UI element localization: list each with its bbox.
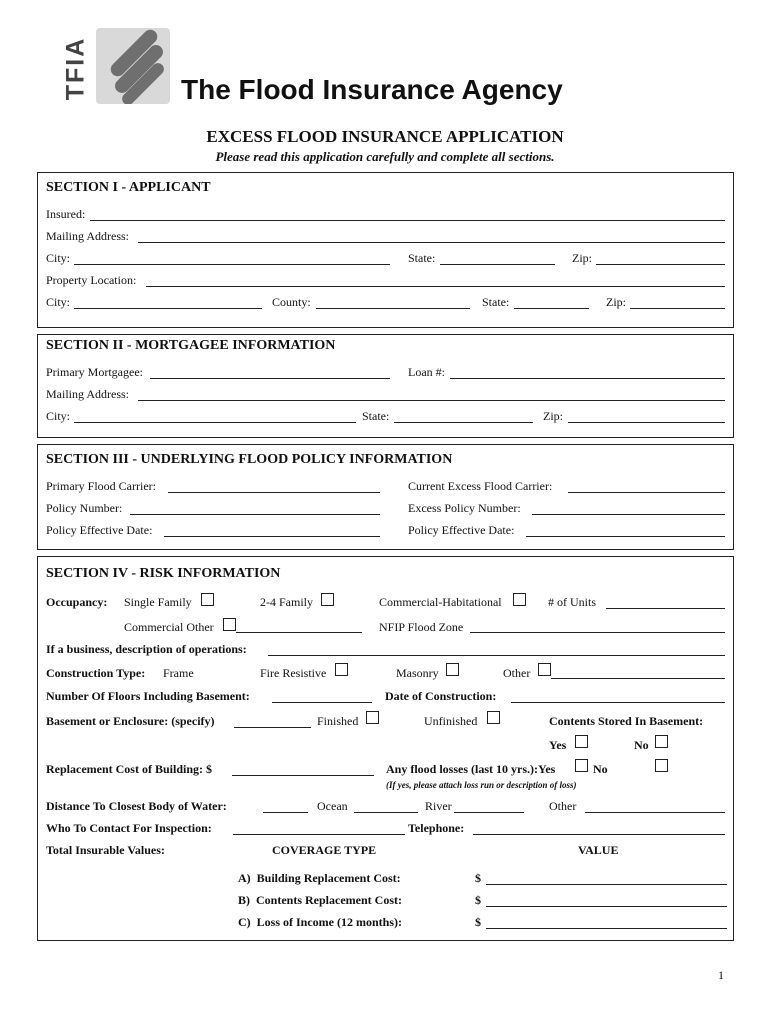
coverage-b-dollar: $ [475, 893, 481, 907]
replacement-cost-label: Replacement Cost of Building: $ [46, 762, 212, 776]
property-state-field[interactable] [514, 308, 589, 309]
coverage-c-field[interactable] [486, 928, 727, 929]
coverage-c-label: C) Loss of Income (12 months): [238, 915, 402, 929]
other-water-field[interactable] [585, 812, 725, 813]
ocean-label: Ocean [317, 799, 348, 813]
units-field[interactable] [606, 608, 725, 609]
unfinished-label: Unfinished [424, 714, 478, 728]
other-construction-label: Other [503, 666, 531, 680]
masonry-label: Masonry [396, 666, 439, 680]
two-four-family-label: 2-4 Family [260, 595, 313, 609]
basement-field[interactable] [234, 727, 311, 728]
excess-policy-number-field[interactable] [532, 514, 725, 515]
policy-number-label: Policy Number: [46, 501, 123, 515]
inspection-contact-label: Who To Contact For Inspection: [46, 821, 212, 835]
telephone-field[interactable] [473, 834, 725, 835]
flood-losses-no-checkbox[interactable] [655, 759, 668, 772]
other-construction-field[interactable] [551, 678, 725, 679]
fire-resistive-label: Fire Resistive [260, 666, 327, 680]
logo-wordmark: TFIA [61, 36, 90, 101]
mortgagee-zip-label: Zip: [543, 409, 563, 423]
property-city-label: City: [46, 295, 71, 309]
coverage-a-dollar: $ [475, 871, 481, 885]
units-label: # of Units [548, 595, 596, 609]
distance-water-label: Distance To Closest Body of Water: [46, 799, 227, 813]
insured-label: Insured: [46, 207, 86, 221]
mortgagee-city-label: City: [46, 409, 71, 423]
business-description-field[interactable] [268, 655, 725, 656]
coverage-type-header: COVERAGE TYPE [272, 843, 377, 857]
coverage-b-field[interactable] [486, 906, 727, 907]
replacement-cost-field[interactable] [232, 775, 374, 776]
section-heading: SECTION III - UNDERLYING FLOOD POLICY INFORMATION [46, 452, 453, 467]
single-family-checkbox[interactable] [201, 593, 214, 606]
primary-mortgagee-field[interactable] [150, 378, 390, 379]
section-heading: SECTION II - MORTGAGEE INFORMATION [46, 338, 336, 353]
zip-label: Zip: [572, 251, 592, 265]
masonry-checkbox[interactable] [446, 663, 459, 676]
mortgagee-mailing-label: Mailing Address: [46, 387, 129, 401]
property-state-label: State: [482, 295, 510, 309]
county-label: County: [272, 295, 311, 309]
insured-field[interactable] [90, 220, 725, 221]
flood-losses-no-label: No [593, 762, 608, 776]
insurable-values-label: Total Insurable Values: [46, 843, 165, 857]
nfip-zone-label: NFIP Flood Zone [379, 620, 464, 634]
effective-date-label: Policy Effective Date: [46, 523, 153, 537]
zip-field[interactable] [596, 264, 725, 265]
city-field[interactable] [74, 264, 390, 265]
business-description-label: If a business, description of operations: [46, 642, 247, 656]
finished-label: Finished [317, 714, 359, 728]
river-label: River [425, 799, 452, 813]
mailing-address-field[interactable] [138, 242, 725, 243]
excess-effective-date-label: Policy Effective Date: [408, 523, 515, 537]
floors-field[interactable] [272, 702, 372, 703]
county-field[interactable] [316, 308, 470, 309]
property-city-field[interactable] [74, 308, 262, 309]
inspection-contact-field[interactable] [233, 834, 405, 835]
commercial-other-label: Commercial Other [124, 620, 214, 634]
logo-icon [96, 28, 170, 104]
finished-checkbox[interactable] [366, 711, 379, 724]
commercial-habitational-label: Commercial-Habitational [379, 595, 502, 609]
flood-losses-label: Any flood losses (last 10 yrs.):Yes [386, 762, 556, 776]
policy-number-field[interactable] [130, 514, 380, 515]
coverage-b-label: B) Contents Replacement Cost: [238, 893, 402, 907]
mortgagee-state-field[interactable] [394, 422, 533, 423]
distance-water-field[interactable] [263, 812, 308, 813]
mortgagee-zip-field[interactable] [568, 422, 725, 423]
flood-losses-yes-checkbox[interactable] [575, 759, 588, 772]
loan-number-field[interactable] [450, 378, 725, 379]
mortgagee-city-field[interactable] [74, 422, 356, 423]
property-location-field[interactable] [146, 286, 725, 287]
date-of-construction-field[interactable] [511, 702, 725, 703]
city-label: City: [46, 251, 71, 265]
fire-resistive-checkbox[interactable] [335, 663, 348, 676]
mailing-address-label: Mailing Address: [46, 229, 129, 243]
excess-effective-date-field[interactable] [526, 536, 725, 537]
form-title: EXCESS FLOOD INSURANCE APPLICATION [206, 127, 564, 146]
single-family-label: Single Family [124, 595, 192, 609]
agency-name: The Flood Insurance Agency [181, 74, 563, 105]
excess-carrier-label: Current Excess Flood Carrier: [408, 479, 553, 493]
commercial-other-checkbox[interactable] [223, 618, 236, 631]
contents-basement-label: Contents Stored In Basement: [549, 714, 704, 728]
nfip-zone-field[interactable] [470, 632, 725, 633]
date-of-construction-label: Date of Construction: [385, 689, 497, 703]
mortgagee-mailing-field[interactable] [138, 400, 725, 401]
mortgagee-state-label: State: [362, 409, 390, 423]
contents-yes-label: Yes [549, 738, 567, 752]
value-header: VALUE [578, 843, 619, 857]
two-four-family-checkbox[interactable] [321, 593, 334, 606]
ocean-field[interactable] [354, 812, 418, 813]
section-heading: SECTION I - APPLICANT [46, 180, 211, 195]
unfinished-checkbox[interactable] [487, 711, 500, 724]
property-zip-label: Zip: [606, 295, 626, 309]
state-label: State: [408, 251, 436, 265]
other-water-label: Other [549, 799, 577, 813]
basement-label: Basement or Enclosure: (specify) [46, 714, 215, 728]
frame-label: Frame [163, 666, 194, 680]
page-number: 1 [718, 968, 724, 982]
floors-label: Number Of Floors Including Basement: [46, 689, 250, 703]
telephone-label: Telephone: [408, 821, 465, 835]
commercial-habitational-checkbox[interactable] [513, 593, 526, 606]
construction-type-label: Construction Type: [46, 666, 146, 680]
other-construction-checkbox[interactable] [538, 663, 551, 676]
primary-carrier-label: Primary Flood Carrier: [46, 479, 156, 493]
contents-no-checkbox[interactable] [655, 735, 668, 748]
contents-no-label: No [634, 738, 649, 752]
primary-carrier-field[interactable] [168, 492, 380, 493]
commercial-other-field[interactable] [236, 632, 362, 633]
excess-carrier-field[interactable] [568, 492, 725, 493]
primary-mortgagee-label: Primary Mortgagee: [46, 365, 143, 379]
contents-yes-checkbox[interactable] [575, 735, 588, 748]
occupancy-label: Occupancy: [46, 595, 108, 609]
property-location-label: Property Location: [46, 273, 137, 287]
form-instructions: Please read this application carefully and complete all sections. [215, 149, 555, 164]
property-zip-field[interactable] [630, 308, 725, 309]
section-heading: SECTION IV - RISK INFORMATION [46, 566, 281, 581]
coverage-a-label: A) Building Replacement Cost: [238, 871, 401, 885]
river-field[interactable] [454, 812, 524, 813]
coverage-a-field[interactable] [486, 884, 727, 885]
loan-number-label: Loan #: [408, 365, 445, 379]
state-field[interactable] [440, 264, 555, 265]
coverage-c-dollar: $ [475, 915, 481, 929]
excess-policy-number-label: Excess Policy Number: [408, 501, 521, 515]
effective-date-field[interactable] [164, 536, 380, 537]
losses-note: (If yes, please attach loss run or description of loss) [386, 780, 577, 790]
